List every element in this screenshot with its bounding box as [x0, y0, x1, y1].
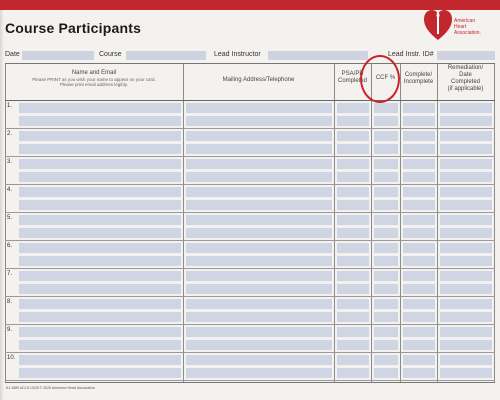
row-entry-field[interactable]	[440, 368, 492, 378]
row-entry-field[interactable]	[440, 228, 492, 238]
row-entry-field[interactable]	[374, 256, 398, 266]
row-entry-field[interactable]	[403, 228, 435, 238]
header-complete: Complete/ Incomplete	[403, 72, 434, 85]
row-entry-field[interactable]	[440, 131, 492, 141]
row-entry-field[interactable]	[337, 116, 369, 126]
row-entry-field[interactable]	[186, 271, 332, 281]
form-footer: KJ-1889 ACLS 10/25 © 2025 American Heart Association	[6, 386, 95, 390]
header-psa: PSA/PB Completed	[337, 71, 367, 84]
row-divider	[5, 352, 495, 353]
row-entry-field[interactable]	[337, 228, 369, 238]
course-field[interactable]	[126, 51, 206, 60]
header-name-email: Name and Email Please PRINT as you wish your name to appear on your card. Please print email address legibly.	[32, 70, 156, 87]
row-entry-field[interactable]	[337, 368, 369, 378]
row-entry-field[interactable]	[337, 312, 369, 322]
row-entry-field[interactable]	[19, 172, 181, 182]
row-entry-field[interactable]	[374, 131, 398, 141]
row-divider	[5, 184, 495, 185]
row-entry-field[interactable]	[440, 103, 492, 113]
aha-logo-text: American Heart Association.	[454, 18, 481, 36]
row-entry-field[interactable]	[337, 200, 369, 210]
row-entry-field[interactable]	[19, 159, 181, 169]
row-entry-field[interactable]	[440, 200, 492, 210]
row-entry-field[interactable]	[337, 327, 369, 337]
row-entry-field[interactable]	[19, 327, 181, 337]
row-entry-field[interactable]	[374, 368, 398, 378]
row-entry-field[interactable]	[374, 200, 398, 210]
row-entry-field[interactable]	[440, 271, 492, 281]
row-entry-field[interactable]	[337, 355, 369, 365]
row-number: 4.	[7, 187, 13, 193]
row-number: 5.	[7, 215, 13, 221]
row-entry-field[interactable]	[186, 256, 332, 266]
row-entry-field[interactable]	[440, 299, 492, 309]
row-entry-field[interactable]	[440, 256, 492, 266]
row-entry-field[interactable]	[19, 340, 181, 350]
row-entry-field[interactable]	[403, 215, 435, 225]
row-entry-field[interactable]	[19, 228, 181, 238]
row-entry-field[interactable]	[374, 116, 398, 126]
row-entry-field[interactable]	[403, 116, 435, 126]
row-entry-field[interactable]	[403, 243, 435, 253]
row-entry-field[interactable]	[403, 131, 435, 141]
row-entry-field[interactable]	[337, 159, 369, 169]
row-divider	[5, 268, 495, 269]
row-entry-field[interactable]	[337, 131, 369, 141]
row-entry-field[interactable]	[337, 187, 369, 197]
row-entry-field[interactable]	[186, 159, 332, 169]
page-title: Course Participants	[5, 20, 142, 36]
row-entry-field[interactable]	[186, 144, 332, 154]
row-entry-field[interactable]	[403, 368, 435, 378]
row-entry-field[interactable]	[337, 243, 369, 253]
red-circle-annotation	[360, 55, 400, 103]
row-entry-field[interactable]	[440, 355, 492, 365]
row-entry-field[interactable]	[403, 340, 435, 350]
date-field[interactable]	[22, 51, 94, 60]
row-number: 10.	[7, 355, 16, 361]
row-entry-field[interactable]	[374, 172, 398, 182]
row-entry-field[interactable]	[440, 144, 492, 154]
row-entry-field[interactable]	[403, 312, 435, 322]
row-number: 9.	[7, 327, 13, 333]
row-entry-field[interactable]	[19, 271, 181, 281]
row-entry-field[interactable]	[19, 200, 181, 210]
row-number: 2.	[7, 131, 13, 137]
row-entry-field[interactable]	[403, 299, 435, 309]
row-entry-field[interactable]	[403, 159, 435, 169]
row-divider	[5, 380, 495, 381]
row-entry-field[interactable]	[403, 355, 435, 365]
row-divider	[5, 296, 495, 297]
row-entry-field[interactable]	[186, 187, 332, 197]
row-entry-field[interactable]	[337, 284, 369, 294]
row-entry-field[interactable]	[19, 312, 181, 322]
heart-torch-icon	[424, 8, 452, 42]
header-remediation: Remediation/ Date Completed (if applicable)	[447, 65, 484, 92]
lead-instructor-label: Lead Instructor	[214, 51, 261, 58]
row-entry-field[interactable]	[186, 284, 332, 294]
row-entry-field[interactable]	[19, 284, 181, 294]
row-entry-field[interactable]	[186, 355, 332, 365]
row-entry-field[interactable]	[374, 243, 398, 253]
row-number: 7.	[7, 271, 13, 277]
row-entry-field[interactable]	[403, 271, 435, 281]
row-entry-field[interactable]	[19, 256, 181, 266]
row-entry-field[interactable]	[19, 368, 181, 378]
row-entry-field[interactable]	[186, 228, 332, 238]
row-entry-field[interactable]	[19, 144, 181, 154]
header-ccf: CCF %	[375, 75, 396, 81]
row-entry-field[interactable]	[19, 116, 181, 126]
row-entry-field[interactable]	[374, 271, 398, 281]
row-entry-field[interactable]	[337, 215, 369, 225]
row-entry-field[interactable]	[19, 355, 181, 365]
row-entry-field[interactable]	[440, 284, 492, 294]
row-entry-field[interactable]	[186, 172, 332, 182]
row-entry-field[interactable]	[186, 131, 332, 141]
row-entry-field[interactable]	[186, 340, 332, 350]
row-entry-field[interactable]	[403, 284, 435, 294]
row-number: 1.	[7, 103, 13, 109]
row-entry-field[interactable]	[186, 368, 332, 378]
row-entry-field[interactable]	[374, 327, 398, 337]
row-entry-field[interactable]	[186, 327, 332, 337]
row-entry-field[interactable]	[337, 172, 369, 182]
row-entry-field[interactable]	[403, 200, 435, 210]
row-entry-field[interactable]	[374, 312, 398, 322]
row-entry-field[interactable]	[440, 159, 492, 169]
row-entry-field[interactable]	[19, 131, 181, 141]
row-entry-field[interactable]	[19, 187, 181, 197]
row-entry-field[interactable]	[403, 256, 435, 266]
row-number: 6.	[7, 243, 13, 249]
aha-logo	[424, 8, 494, 48]
row-divider	[5, 156, 495, 157]
row-entry-field[interactable]	[374, 187, 398, 197]
row-entry-field[interactable]	[186, 299, 332, 309]
row-entry-field[interactable]	[337, 103, 369, 113]
row-entry-field[interactable]	[374, 299, 398, 309]
row-entry-field[interactable]	[19, 103, 181, 113]
row-entry-field[interactable]	[374, 228, 398, 238]
header-address: Mailing Address/Telephone	[222, 77, 295, 83]
date-label: Date	[5, 51, 20, 58]
row-entry-field[interactable]	[374, 103, 398, 113]
row-entry-field[interactable]	[337, 271, 369, 281]
row-entry-field[interactable]	[186, 116, 332, 126]
page-edge-shadow	[0, 10, 4, 400]
row-entry-field[interactable]	[337, 340, 369, 350]
row-entry-field[interactable]	[440, 340, 492, 350]
row-entry-field[interactable]	[186, 200, 332, 210]
row-entry-field[interactable]	[440, 243, 492, 253]
row-number: 3.	[7, 159, 13, 165]
row-entry-field[interactable]	[374, 340, 398, 350]
row-entry-field[interactable]	[374, 215, 398, 225]
row-entry-field[interactable]	[403, 144, 435, 154]
row-entry-field[interactable]	[374, 159, 398, 169]
row-entry-field[interactable]	[403, 172, 435, 182]
row-entry-field[interactable]	[337, 299, 369, 309]
row-entry-field[interactable]	[186, 215, 332, 225]
lead-instr-id-field[interactable]	[437, 51, 495, 60]
row-entry-field[interactable]	[186, 103, 332, 113]
lead-instr-id-label: Lead Instr. ID#	[388, 51, 434, 58]
row-entry-field[interactable]	[374, 144, 398, 154]
row-entry-field[interactable]	[186, 312, 332, 322]
row-entry-field[interactable]	[440, 312, 492, 322]
row-entry-field[interactable]	[403, 327, 435, 337]
participants-table	[5, 63, 495, 383]
row-entry-field[interactable]	[403, 103, 435, 113]
row-divider	[5, 212, 495, 213]
row-entry-field[interactable]	[19, 299, 181, 309]
row-number: 8.	[7, 299, 13, 305]
row-entry-field[interactable]	[440, 172, 492, 182]
lead-instructor-field[interactable]	[268, 51, 368, 60]
row-entry-field[interactable]	[440, 187, 492, 197]
row-entry-field[interactable]	[337, 144, 369, 154]
row-entry-field[interactable]	[337, 256, 369, 266]
row-divider	[5, 240, 495, 241]
row-entry-field[interactable]	[440, 215, 492, 225]
row-entry-field[interactable]	[374, 355, 398, 365]
row-divider	[5, 128, 495, 129]
row-divider	[5, 324, 495, 325]
course-label: Course	[99, 51, 122, 58]
row-entry-field[interactable]	[403, 187, 435, 197]
row-entry-field[interactable]	[19, 243, 181, 253]
row-entry-field[interactable]	[440, 116, 492, 126]
row-entry-field[interactable]	[374, 284, 398, 294]
row-entry-field[interactable]	[186, 243, 332, 253]
row-entry-field[interactable]	[440, 327, 492, 337]
row-entry-field[interactable]	[19, 215, 181, 225]
